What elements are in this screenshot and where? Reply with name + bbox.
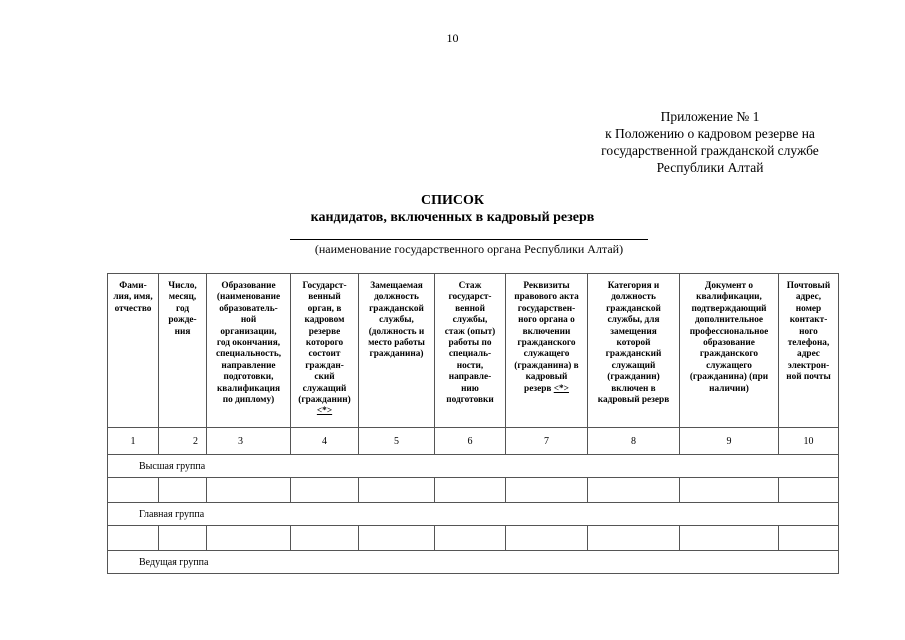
empty-cell <box>588 478 680 503</box>
empty-cell <box>588 526 680 551</box>
col-header-line: телефона, <box>787 338 830 349</box>
col-header-line: подготовки <box>446 395 494 406</box>
column-number: 9 <box>680 428 779 455</box>
col-header-line: место работы <box>368 338 425 349</box>
col-header-line: Стаж <box>458 281 482 291</box>
column-number: 6 <box>435 428 506 455</box>
col-header-line: государствен- <box>517 303 576 314</box>
col-header-line: кадровый <box>525 372 568 383</box>
group-label: Высшая группа <box>108 455 839 478</box>
col-header-line: ного <box>799 326 818 337</box>
col-header-line: адрес, <box>795 292 822 303</box>
col-header-line: Фами- <box>119 281 147 291</box>
appendix-line: государственной гражданской службе <box>601 143 819 158</box>
empty-cell <box>291 526 359 551</box>
empty-data-row <box>108 478 839 503</box>
col-header <box>359 274 435 428</box>
col-header-line: которой <box>616 338 651 349</box>
col-header-line: (гражданин) <box>298 395 351 406</box>
col-header-line: специаль- <box>448 349 492 360</box>
col-header <box>435 274 506 428</box>
empty-cell <box>159 526 207 551</box>
col-header-line: специальность, <box>215 349 282 360</box>
document-title <box>0 192 905 226</box>
col-header-line: правового акта <box>514 292 579 303</box>
empty-data-row <box>108 526 839 551</box>
col-header-line: кадровый резерв <box>597 395 670 406</box>
col-header-line: (наименование <box>216 292 281 303</box>
footnote-marker[interactable]: <*> <box>553 383 569 394</box>
col-header-line: (гражданина) в <box>514 360 579 371</box>
col-header-line: граждан- <box>305 360 344 371</box>
col-header-line: лия, имя, <box>113 292 153 303</box>
col-header-line: венной <box>455 303 485 314</box>
col-header-line: (гражданина) (при <box>689 372 769 383</box>
empty-cell <box>108 526 159 551</box>
col-header-line: государст- <box>448 292 492 303</box>
col-header-line: гражданской <box>606 303 661 314</box>
col-header-line: направление <box>221 360 276 371</box>
col-header-line: отчество <box>114 303 152 314</box>
col-header-line: квалификация <box>216 383 281 394</box>
col-header-line: стаж (опыт) <box>444 326 496 337</box>
col-header <box>207 274 291 428</box>
col-header-line: организации, <box>220 326 277 337</box>
empty-cell <box>207 526 291 551</box>
column-number: 8 <box>588 428 680 455</box>
col-header-line: год окончания, <box>216 338 281 349</box>
col-header <box>680 274 779 428</box>
group-row-senior <box>108 455 839 478</box>
col-header-line: ного органа о <box>518 315 575 326</box>
column-number: 5 <box>359 428 435 455</box>
organization-caption: (наименование государственного органа Республики Алтай) <box>314 242 624 256</box>
header-row <box>108 274 839 428</box>
col-header-line: контакт- <box>789 315 828 326</box>
col-header-line: ский <box>314 372 335 383</box>
col-header-line: орган, в <box>307 303 342 314</box>
empty-cell <box>207 478 291 503</box>
col-header-line: (должность и <box>368 326 425 337</box>
empty-cell <box>359 526 435 551</box>
col-header-line: Документ о <box>704 281 754 291</box>
group-label: Главная группа <box>108 503 839 526</box>
group-row-main <box>108 503 839 526</box>
col-header-line: рожде- <box>168 315 197 326</box>
reserve-table <box>107 273 839 574</box>
col-header-line: ния <box>174 326 191 337</box>
col-header-line: служащий <box>302 383 347 394</box>
col-header-line: включен в <box>611 383 656 394</box>
empty-cell <box>359 478 435 503</box>
footnote-marker[interactable]: <*> <box>316 406 333 417</box>
col-header-line: венный <box>308 292 341 303</box>
col-header-line: дополнительное <box>694 315 764 326</box>
col-header-line: ности, <box>456 360 484 371</box>
col-header-line: Замещаемая <box>370 281 423 291</box>
col-header-line: подготовки, <box>223 372 274 383</box>
appendix-line: Республики Алтай <box>656 160 764 175</box>
column-number: 3 <box>207 428 291 455</box>
title-line-1: СПИСОК <box>420 193 485 208</box>
col-header-line: Категория и <box>607 281 660 291</box>
empty-cell <box>779 526 839 551</box>
column-number: 1 <box>108 428 159 455</box>
col-header-line: электрон- <box>787 360 830 371</box>
col-header-line: гражданского <box>699 349 759 360</box>
col-header-line: по диплому) <box>222 395 275 406</box>
col-header <box>779 274 839 428</box>
col-header-line: наличии) <box>709 383 749 394</box>
column-number: 2 <box>159 428 207 455</box>
page-number: 10 <box>446 31 459 45</box>
group-label: Ведущая группа <box>108 551 839 574</box>
col-header-line: состоит <box>308 349 341 360</box>
empty-cell <box>435 526 506 551</box>
col-header-line: служащий <box>611 360 656 371</box>
col-header-line: (гражданин) <box>607 372 660 383</box>
column-number: 4 <box>291 428 359 455</box>
col-header-line: резерв <*> <box>524 383 569 394</box>
col-header-line: адрес <box>797 349 820 360</box>
col-header-line: служащего <box>706 360 752 371</box>
empty-cell <box>506 526 588 551</box>
col-header-line: квалификации, <box>696 292 762 303</box>
column-number-row <box>108 428 839 455</box>
organization-name-blank <box>290 239 648 240</box>
col-header-line: подтверждающий <box>691 303 767 314</box>
appendix-line: к Положению о кадровом резерве на <box>605 126 815 141</box>
col-header-line: должность <box>611 292 656 303</box>
column-number: 10 <box>779 428 839 455</box>
title-line-2: кандидатов, включенных в кадровый резерв <box>310 210 595 225</box>
col-header <box>588 274 680 428</box>
col-header-line: образователь- <box>219 303 278 314</box>
col-header-line: гражданской <box>369 303 424 314</box>
col-header <box>159 274 207 428</box>
col-header-line: которого <box>305 338 344 349</box>
col-header-line: службы, <box>452 315 488 326</box>
col-header-line: гражданского <box>517 338 576 349</box>
col-header-line: месяц, <box>168 292 197 303</box>
appendix-reference <box>560 108 860 176</box>
column-number: 7 <box>506 428 588 455</box>
empty-cell <box>680 526 779 551</box>
col-header-line: включении <box>522 326 571 337</box>
col-header-line: Государст- <box>302 281 347 291</box>
col-header-line: работы по <box>448 338 492 349</box>
empty-cell <box>506 478 588 503</box>
col-header-line: профессиональное <box>689 326 769 337</box>
col-header-line: службы, для <box>607 315 660 326</box>
col-header-line: Почтовый <box>786 281 831 291</box>
col-header-line: ной <box>240 315 257 326</box>
col-header-line: Число, <box>168 281 197 291</box>
col-header-line: год <box>175 303 190 314</box>
col-header-line: кадровом <box>304 315 345 326</box>
col-header-line: замещения <box>610 326 657 337</box>
group-row-leading <box>108 551 839 574</box>
col-header <box>506 274 588 428</box>
col-header-line: нию <box>461 383 479 394</box>
empty-cell <box>108 478 159 503</box>
col-header-line: гражданский <box>605 349 662 360</box>
appendix-line: Приложение № 1 <box>660 109 760 124</box>
empty-cell <box>435 478 506 503</box>
empty-cell <box>779 478 839 503</box>
empty-cell <box>291 478 359 503</box>
col-header-line: образование <box>703 338 755 349</box>
col-header-line: Образование <box>221 281 276 291</box>
col-header-line: ной почты <box>786 372 831 383</box>
col-header <box>291 274 359 428</box>
col-header <box>108 274 159 428</box>
col-header-line: Реквизиты <box>523 281 570 291</box>
col-header-line: гражданина) <box>369 349 424 360</box>
col-header-line <box>292 406 357 417</box>
col-header-line: должность <box>374 292 419 303</box>
col-header-line: служащего <box>523 349 570 360</box>
col-header-line: направле- <box>448 372 492 383</box>
empty-cell <box>159 478 207 503</box>
col-header-line: резерве <box>308 326 341 337</box>
col-header-line: службы, <box>379 315 414 326</box>
empty-cell <box>680 478 779 503</box>
col-header-line: номер <box>795 303 822 314</box>
